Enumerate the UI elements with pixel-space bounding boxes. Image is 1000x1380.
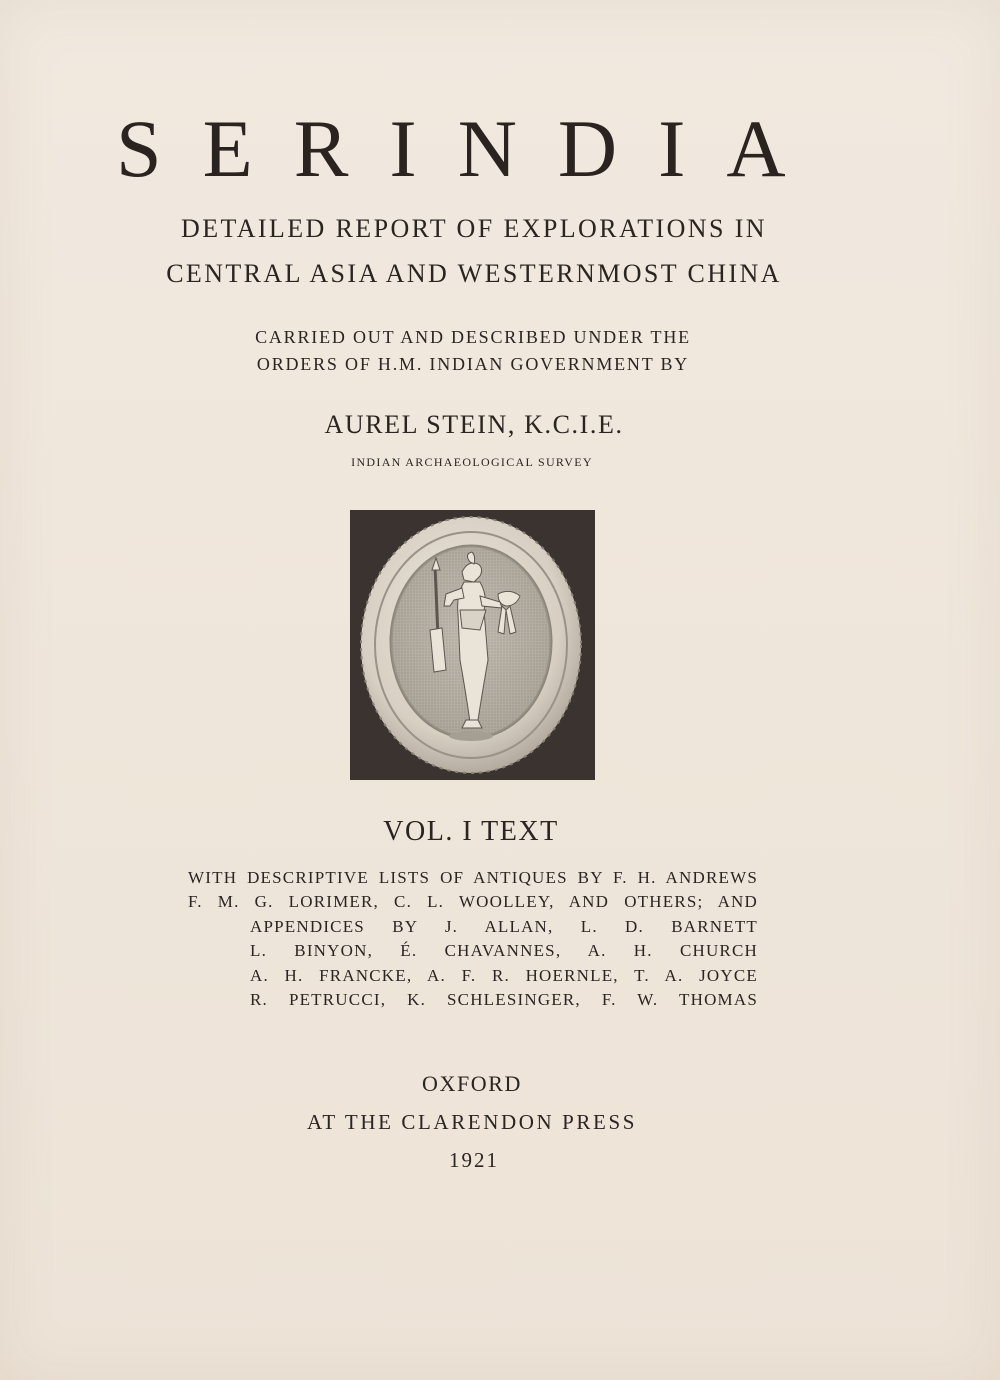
subtitle-line-2: CENTRAL ASIA AND WESTERNMOST CHINA <box>166 259 782 288</box>
carried-out-line-1: CARRIED OUT AND DESCRIBED UNDER THE <box>255 327 691 347</box>
volume-label: VOL. I TEXT <box>383 816 559 847</box>
contributors-line: R. PETRUCCI, K. SCHLESINGER, F. W. THOMAS <box>250 989 758 1009</box>
contributors-line: WITH DESCRIPTIVE LISTS OF ANTIQUES BY F. H. ANDREWS <box>188 868 758 887</box>
author-name: AUREL STEIN, K.C.I.E. <box>324 410 624 439</box>
intaglio-seal-pallas-athene-icon <box>350 510 595 780</box>
contributors-line: L. BINYON, É. CHAVANNES, A. H. CHURCH <box>250 941 758 961</box>
carried-out-line-2: ORDERS OF H.M. INDIAN GOVERNMENT BY <box>256 354 690 374</box>
subtitle-line-1: DETAILED REPORT OF EXPLORATIONS IN <box>181 214 767 243</box>
publication-year: 1921 <box>449 1148 499 1172</box>
publisher-press: AT THE CLARENDON PRESS <box>306 1110 638 1134</box>
contributors-block <box>188 866 758 1012</box>
contributors-line: A. H. FRANCKE, A. F. R. HOERNLE, T. A. JOYCE <box>250 965 758 985</box>
contributors-line: APPENDICES BY J. ALLAN, L. D. BARNETT <box>250 916 758 936</box>
book-title: SERINDIA <box>116 103 827 194</box>
author-affiliation: INDIAN ARCHAEOLOGICAL SURVEY <box>351 455 593 469</box>
contributors-line: F. M. G. LORIMER, C. L. WOOLLEY, AND OTHERS; AND <box>188 892 758 912</box>
publisher-city: OXFORD <box>421 1071 523 1096</box>
